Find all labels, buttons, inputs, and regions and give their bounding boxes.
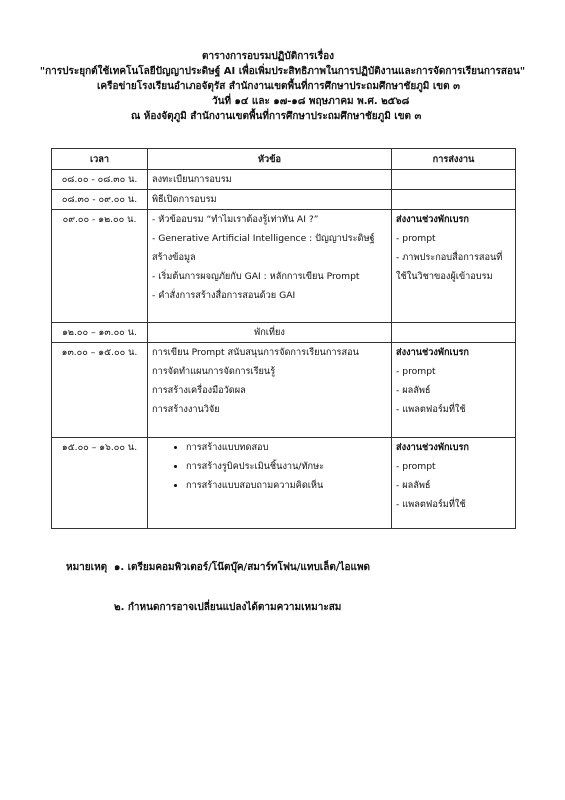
topic-item: - คำสั่งการสร้างสื่อการสอนด้วย GAI <box>152 290 296 301</box>
table-row <box>52 190 516 210</box>
document-title: ตารางการอบรมปฏิบัติการเรื่อง <box>202 51 334 62</box>
topic-item: • การสร้างรูบิคประเมินชิ้นงาน/ทักษะ <box>186 457 387 476</box>
schedule-table <box>51 148 516 529</box>
row-assignment <box>392 210 516 323</box>
row-time: ๑๓.๐๐ – ๑๕.๐๐ น. <box>52 343 148 438</box>
topic-item: - เริ่มต้นการผจญภัยกับ GAI : หลักการเขียน Prompt <box>152 271 360 282</box>
row-topic <box>148 438 392 529</box>
row-time: ๑๒.๐๐ – ๑๓.๐๐ น. <box>52 323 148 343</box>
assignment-item: - ภาพประกอบสื่อการสอนที่ใช้ในวิชาของผู้เข้าอบรม <box>396 252 503 282</box>
document-header <box>0 49 565 124</box>
assignment-item: - แพลตฟอร์มที่ใช้ <box>396 499 466 510</box>
note-item: ๑. เตรียมคอมพิวเตอร์/โน๊ตบุ๊ค/สมาร์ทโฟน/แทบเล็ต/ไอแพด <box>114 562 371 573</box>
note-row-2 <box>66 600 370 640</box>
row-time: ๐๙.๐๐ - ๑๒.๐๐ น. <box>52 210 148 323</box>
row-topic <box>148 343 392 438</box>
row-topic <box>148 210 392 323</box>
row-time: ๑๕.๐๐ – ๑๖.๐๐ น. <box>52 438 148 529</box>
row-topic: พักเที่ยง <box>148 323 392 343</box>
topic-item: การสร้างเครื่องมือวัดผล <box>152 385 246 396</box>
header-time: เวลา <box>52 149 148 170</box>
topic-item: การเขียน Prompt สนับสนุนการจัดการเรียนการสอน <box>152 347 359 358</box>
table-row <box>52 170 516 190</box>
topic-item: - หัวข้ออบรม “ทำไมเราต้องรู้เท่าทัน AI ?” <box>152 214 319 225</box>
assignment-item: - prompt <box>396 233 436 244</box>
row-assignment <box>392 438 516 529</box>
topic-bullet-list <box>152 438 387 495</box>
header-assignment: การส่งงาน <box>392 149 516 170</box>
assignment-title: ส่งงานช่วงพักเบรก <box>396 347 469 358</box>
header-topic: หัวข้อ <box>148 149 392 170</box>
row-time: ๐๘.๓๐ - ๐๙.๐๐ น. <box>52 190 148 210</box>
topic-item: การสร้างงานวิจัย <box>152 404 220 415</box>
row-assignment <box>392 170 516 190</box>
row-time: ๐๘.๐๐ - ๐๘.๓๐ น. <box>52 170 148 190</box>
assignment-title: ส่งงานช่วงพักเบรก <box>396 214 469 225</box>
row-assignment <box>392 190 516 210</box>
notes-label: หมายเหตุ <box>66 562 108 573</box>
topic-item: • การสร้างแบบทดสอบ <box>186 438 387 457</box>
notes-section <box>66 560 370 640</box>
assignment-item: - prompt <box>396 366 436 377</box>
topic-item: การจัดทำแผนการจัดการเรียนรู้ <box>152 366 276 377</box>
topic-item: • การสร้างแบบสอบถามความคิดเห็น <box>186 476 387 495</box>
training-venue: ณ ห้องจัตุภูมิ สำนักงานเขตพื้นที่การศึกษาประถมศึกษาชัยภูมิ เขต ๓ <box>131 111 422 122</box>
row-assignment <box>392 323 516 343</box>
table-row <box>52 210 516 323</box>
assignment-item: - ผลลัพธ์ <box>396 385 431 396</box>
table-row <box>52 438 516 529</box>
assignment-item: - ผลลัพธ์ <box>396 480 431 491</box>
table-row <box>52 343 516 438</box>
assignment-title: ส่งงานช่วงพักเบรก <box>396 442 469 453</box>
table-header-row <box>52 149 516 170</box>
assignment-item: - prompt <box>396 461 436 472</box>
note-item: ๒. กำหนดการอาจเปลี่ยนแปลงได้ตามความเหมาะสม <box>114 602 342 613</box>
training-topic: "การประยุกต์ใช้เทคโนโลยีปัญญาประดิษฐ์ AI เพื่อเพิ่มประสิทธิภาพในการปฏิบัติงานและการจัดการเรียนการสอน" <box>39 66 526 77</box>
row-topic: ลงทะเบียนการอบรม <box>148 170 392 190</box>
school-network: เครือข่ายโรงเรียนอำเภอจัตุรัส สำนักงานเขตพื้นที่การศึกษาประถมศึกษาชัยภูมิ เขต ๓ <box>97 81 460 92</box>
row-assignment <box>392 343 516 438</box>
assignment-item: - แพลตฟอร์มที่ใช้ <box>396 404 466 415</box>
topic-item: - Generative Artificial Intelligence : ปัญญาประดิษฐ์สร้างข้อมูล <box>152 233 375 263</box>
table-row <box>52 323 516 343</box>
row-topic: พิธีเปิดการอบรม <box>148 190 392 210</box>
note-row-1 <box>66 560 370 600</box>
training-dates: วันที่ ๑๔ และ ๑๗-๑๘ พฤษภาคม พ.ศ. ๒๕๖๘ <box>212 96 410 107</box>
